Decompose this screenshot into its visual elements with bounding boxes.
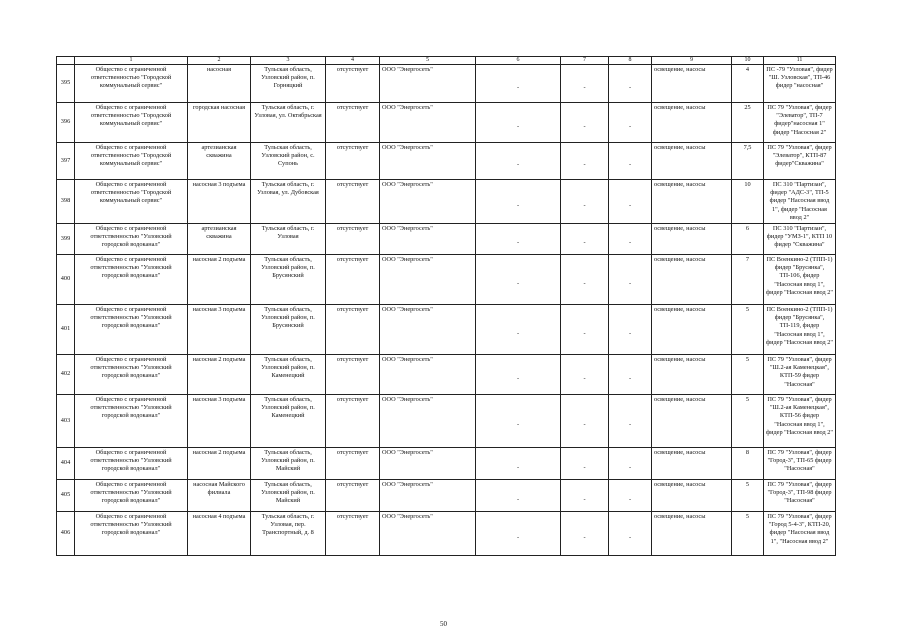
cell-c11: ПС 79 "Узловая", фидер "Город 5-4-3", КТП-20, фидер "Насосная ввод 1", "Насосная ввод 2"	[764, 512, 836, 556]
cell-c7: -	[561, 143, 609, 180]
cell-obj: насосная 2 подъема	[188, 448, 251, 480]
cell-c7: -	[561, 180, 609, 224]
cell-addr: Тульская область, г. Узловая, пер. Транспортный, д. 8	[251, 512, 326, 556]
cell-c4: отсутствует	[326, 180, 380, 224]
data-table	[56, 56, 836, 556]
header-cell: 11	[764, 57, 836, 65]
cell-c5: ООО "Энергосеть"	[380, 143, 476, 180]
cell-obj: артезианская скважина	[188, 224, 251, 255]
header-cell: 6	[476, 57, 561, 65]
cell-org: Общество с ограниченной ответственностью "Узловский городской водоканал"	[75, 305, 188, 355]
table-row	[57, 103, 836, 143]
cell-n: 403	[57, 395, 75, 448]
cell-c10: 10	[732, 180, 764, 224]
cell-c9: освещение, насосы	[652, 103, 732, 143]
cell-c10: 25	[732, 103, 764, 143]
cell-org: Общество с ограниченной ответственностью "Городской коммунальный сервис"	[75, 103, 188, 143]
cell-c6: -	[476, 305, 561, 355]
cell-c7: -	[561, 305, 609, 355]
cell-c8: -	[609, 65, 652, 103]
cell-c6: -	[476, 395, 561, 448]
cell-c9: освещение, насосы	[652, 65, 732, 103]
table-row	[57, 180, 836, 224]
cell-n: 406	[57, 512, 75, 556]
cell-obj: городская насосная	[188, 103, 251, 143]
cell-c11: ПС Военкино-2 (ТПП-1) фидер "Брусянка", ТП-106, фидер "Насосная ввод 1", фидер "Насосная ввод 2"	[764, 255, 836, 305]
cell-addr: Тульская область, Узловский район, п. Брусянский	[251, 305, 326, 355]
cell-org: Общество с ограниченной ответственностью "Узловский городской водоканал"	[75, 512, 188, 556]
cell-c10: 5	[732, 512, 764, 556]
cell-c6: -	[476, 143, 561, 180]
cell-c8: -	[609, 255, 652, 305]
cell-addr: Тульская область, г. Узловая, ул. Октябрьская	[251, 103, 326, 143]
cell-n: 395	[57, 65, 75, 103]
cell-c4: отсутствует	[326, 143, 380, 180]
cell-c11: ПС 79 "Узловая", фидер "Город-3", ТП-65 фидер "Насосная"	[764, 448, 836, 480]
cell-c5: ООО "Энергосеть"	[380, 395, 476, 448]
cell-c7: -	[561, 255, 609, 305]
cell-c11: ПС 79 "Узловая", фидер "Ш.2-ая Каменецкая", КТП-56 фидер "Насосная ввод 1", фидер "Насосная ввод 2"	[764, 395, 836, 448]
cell-n: 405	[57, 480, 75, 512]
cell-c10: 7,5	[732, 143, 764, 180]
cell-c9: освещение, насосы	[652, 255, 732, 305]
cell-c6: -	[476, 65, 561, 103]
cell-n: 399	[57, 224, 75, 255]
cell-c8: -	[609, 395, 652, 448]
cell-c5: ООО "Энергосеть"	[380, 180, 476, 224]
cell-c11: ПС 79 "Узловая", фидер "Элеватор", КТП-87 фидер"Скважина"	[764, 143, 836, 180]
cell-c11: ПС Военкино-2 (ТПП-1) фидер "Брусянка", ТП-119, фидер "Насосная ввод 1", фидер "Насосная ввод 2"	[764, 305, 836, 355]
cell-org: Общество с ограниченной ответственностью "Узловский городской водоканал"	[75, 480, 188, 512]
cell-n: 397	[57, 143, 75, 180]
cell-org: Общество с ограниченной ответственностью "Узловский городской водоканал"	[75, 448, 188, 480]
cell-c11: ПС 79 "Узловая", фидер "Город-3", ТП-98 фидер "Насосная"	[764, 480, 836, 512]
cell-obj: артезианская скважина	[188, 143, 251, 180]
cell-c10: 7	[732, 255, 764, 305]
cell-c6: -	[476, 224, 561, 255]
cell-c6: -	[476, 355, 561, 395]
cell-c10: 4	[732, 65, 764, 103]
cell-c7: -	[561, 512, 609, 556]
cell-c10: 5	[732, 480, 764, 512]
cell-n: 401	[57, 305, 75, 355]
cell-c11: ПС 310 "Партизан", фидер "УМЗ-1", КТП 10 фидер "Скважина"	[764, 224, 836, 255]
cell-c9: освещение, насосы	[652, 224, 732, 255]
cell-c11: ПС -79 "Узловая", фидер "Ш. Узловская", ТП-46 фидер "насосная"	[764, 65, 836, 103]
cell-c7: -	[561, 103, 609, 143]
cell-c6: -	[476, 480, 561, 512]
cell-addr: Тульская область, Узловский район, с. Супонь	[251, 143, 326, 180]
table-row	[57, 480, 836, 512]
cell-c5: ООО "Энергосеть"	[380, 103, 476, 143]
cell-c9: освещение, насосы	[652, 305, 732, 355]
cell-c9: освещение, насосы	[652, 448, 732, 480]
cell-c9: освещение, насосы	[652, 480, 732, 512]
cell-c8: -	[609, 103, 652, 143]
cell-addr: Тульская область, Узловский район, п. Майский	[251, 480, 326, 512]
cell-obj: насосная 2 подъема	[188, 355, 251, 395]
cell-c4: отсутствует	[326, 448, 380, 480]
cell-c6: -	[476, 448, 561, 480]
cell-addr: Тульская область, Узловский район, п. Майский	[251, 448, 326, 480]
cell-c7: -	[561, 448, 609, 480]
table-row	[57, 448, 836, 480]
cell-c4: отсутствует	[326, 480, 380, 512]
cell-addr: Тульская область, Узловский район, п. Каменецкий	[251, 355, 326, 395]
table-row	[57, 65, 836, 103]
table-row	[57, 255, 836, 305]
header-cell: 8	[609, 57, 652, 65]
cell-c5: ООО "Энергосеть"	[380, 65, 476, 103]
header-cell: 4	[326, 57, 380, 65]
cell-c4: отсутствует	[326, 65, 380, 103]
table-row	[57, 395, 836, 448]
cell-c8: -	[609, 480, 652, 512]
cell-n: 404	[57, 448, 75, 480]
cell-c4: отсутствует	[326, 355, 380, 395]
cell-n: 400	[57, 255, 75, 305]
cell-c5: ООО "Энергосеть"	[380, 224, 476, 255]
header-row	[57, 57, 836, 65]
cell-c5: ООО "Энергосеть"	[380, 512, 476, 556]
cell-org: Общество с ограниченной ответственностью "Узловский городской водоканал"	[75, 395, 188, 448]
cell-c5: ООО "Энергосеть"	[380, 305, 476, 355]
header-cell: 10	[732, 57, 764, 65]
cell-c7: -	[561, 480, 609, 512]
table-row	[57, 305, 836, 355]
cell-c10: 6	[732, 224, 764, 255]
cell-c10: 5	[732, 305, 764, 355]
cell-obj: насосная 3 подъема	[188, 305, 251, 355]
header-cell: 9	[652, 57, 732, 65]
cell-c8: -	[609, 143, 652, 180]
cell-c9: освещение, насосы	[652, 395, 732, 448]
cell-n: 396	[57, 103, 75, 143]
cell-c9: освещение, насосы	[652, 143, 732, 180]
cell-obj: насосная Майского филиала	[188, 480, 251, 512]
table-row	[57, 355, 836, 395]
cell-org: Общество с ограниченной ответственностью "Городской коммунальный сервис"	[75, 65, 188, 103]
cell-c6: -	[476, 255, 561, 305]
cell-c6: -	[476, 103, 561, 143]
cell-n: 398	[57, 180, 75, 224]
table-row	[57, 512, 836, 556]
cell-c4: отсутствует	[326, 224, 380, 255]
cell-obj: насосная 2 подъема	[188, 255, 251, 305]
cell-org: Общество с ограниченной ответственностью "Узловский городской водоканал"	[75, 255, 188, 305]
cell-c9: освещение, насосы	[652, 180, 732, 224]
header-cell: 5	[380, 57, 476, 65]
cell-c4: отсутствует	[326, 395, 380, 448]
cell-n: 402	[57, 355, 75, 395]
cell-c4: отсутствует	[326, 255, 380, 305]
cell-c8: -	[609, 355, 652, 395]
cell-org: Общество с ограниченной ответственностью "Узловский городской водоканал"	[75, 355, 188, 395]
cell-c7: -	[561, 395, 609, 448]
header-cell: 2	[188, 57, 251, 65]
cell-addr: Тульская область, Узловский район, п. Брусянский	[251, 255, 326, 305]
cell-addr: Тульская область, г. Узловая, ул. Дубовская	[251, 180, 326, 224]
cell-c4: отсутствует	[326, 512, 380, 556]
cell-c4: отсутствует	[326, 305, 380, 355]
header-cell: 3	[251, 57, 326, 65]
cell-c10: 5	[732, 355, 764, 395]
cell-c5: ООО "Энергосеть"	[380, 355, 476, 395]
cell-org: Общество с ограниченной ответственностью "Узловский городской водоканал"	[75, 224, 188, 255]
cell-c6: -	[476, 512, 561, 556]
cell-c11: ПС 79 "Узловая", фидер "Элеватор", ТП-7 фидер"насосная 1" фидер "Насосная 2"	[764, 103, 836, 143]
cell-c8: -	[609, 305, 652, 355]
cell-c6: -	[476, 180, 561, 224]
cell-c5: ООО "Энергосеть"	[380, 480, 476, 512]
table-row	[57, 143, 836, 180]
cell-c5: ООО "Энергосеть"	[380, 448, 476, 480]
cell-org: Общество с ограниченной ответственностью "Городской коммунальный сервис"	[75, 143, 188, 180]
table-row	[57, 224, 836, 255]
header-cell-blank	[57, 57, 75, 65]
cell-obj: насосная	[188, 65, 251, 103]
cell-c10: 8	[732, 448, 764, 480]
cell-c7: -	[561, 224, 609, 255]
cell-c8: -	[609, 512, 652, 556]
cell-c8: -	[609, 180, 652, 224]
cell-addr: Тульская область, г. Узловая	[251, 224, 326, 255]
cell-c10: 5	[732, 395, 764, 448]
cell-c8: -	[609, 224, 652, 255]
table-body	[57, 65, 836, 556]
cell-org: Общество с ограниченной ответственностью "Городской коммунальный сервис"	[75, 180, 188, 224]
cell-c8: -	[609, 448, 652, 480]
cell-c4: отсутствует	[326, 103, 380, 143]
cell-addr: Тульская область, Узловский район, п. Каменецкий	[251, 395, 326, 448]
cell-c11: ПС 79 "Узловая", фидер "Ш.2-ая Каменецкая", КТП-59 фидер "Насосная"	[764, 355, 836, 395]
cell-c9: освещение, насосы	[652, 355, 732, 395]
header-cell: 1	[75, 57, 188, 65]
cell-c7: -	[561, 65, 609, 103]
cell-obj: насосная 4 подъема	[188, 512, 251, 556]
cell-obj: насосная 3 подъема	[188, 395, 251, 448]
cell-c11: ПС 310 "Партизан", фидер "АДС-3", ТП-5 фидер "Насосная ввод 1", фидер "Насосная ввод 2"	[764, 180, 836, 224]
cell-addr: Тульская область, Узловский район, п. Горняцкий	[251, 65, 326, 103]
cell-c5: ООО "Энергосеть"	[380, 255, 476, 305]
cell-c9: освещение, насосы	[652, 512, 732, 556]
header-cell: 7	[561, 57, 609, 65]
page-number: 50	[440, 620, 447, 628]
cell-c7: -	[561, 355, 609, 395]
cell-obj: насосная 3 подъема	[188, 180, 251, 224]
